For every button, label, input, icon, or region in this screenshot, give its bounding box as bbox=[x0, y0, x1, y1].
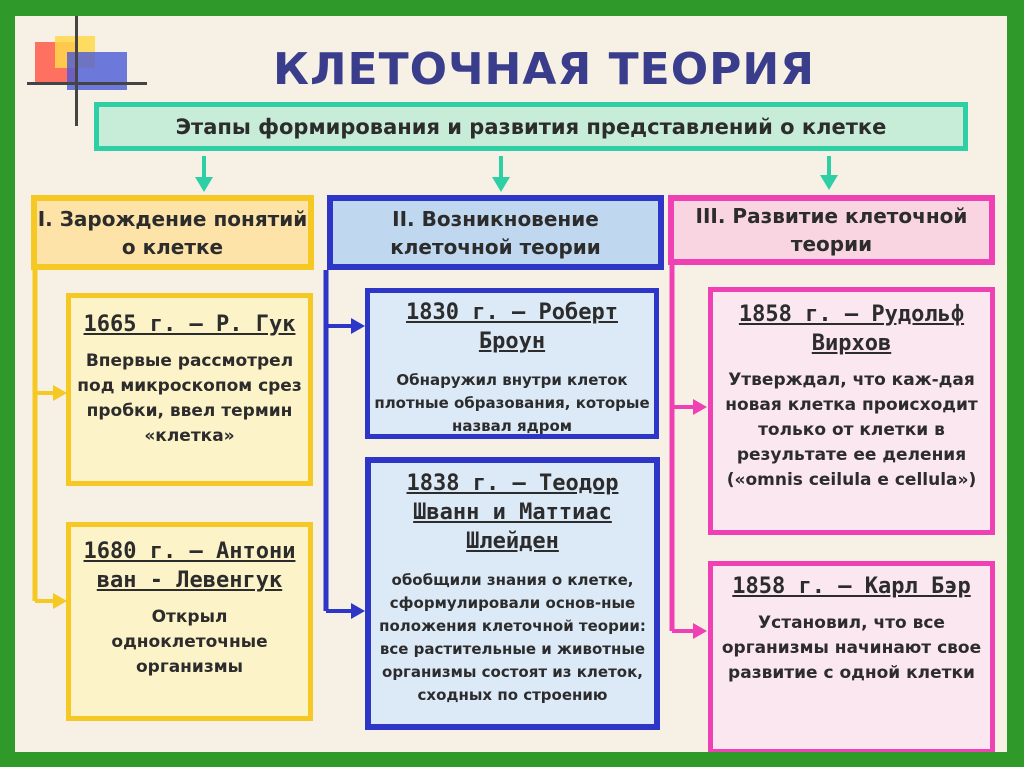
stage3-connector bbox=[672, 265, 707, 639]
card-leeuwenhoek bbox=[66, 522, 313, 721]
card-virchow bbox=[708, 287, 995, 535]
stage-3-box: III. Развитие клеточной теории bbox=[668, 195, 995, 265]
stage-1-box: I. Зарождение понятий о клетке bbox=[31, 195, 314, 270]
stage2-connector bbox=[326, 270, 365, 619]
card-hooke bbox=[66, 293, 313, 486]
header-arrows bbox=[195, 156, 838, 192]
card-title: 1838 г. – Теодор Шванн и Маттиас Шлейден bbox=[406, 471, 619, 554]
stage1-connector bbox=[35, 270, 67, 609]
slide bbox=[15, 16, 1007, 752]
card-title: 1830 г. – Роберт Броун bbox=[406, 300, 618, 354]
card-brown bbox=[365, 288, 659, 439]
card-text: обобщили знания о клетке, сформулировали основ-ные положения клеточной теории: все растительные и животные организмы состоят из клеток, сходных по строению bbox=[379, 571, 646, 704]
slide-title: КЛЕТОЧНАЯ ТЕОРИЯ bbox=[273, 44, 816, 95]
card-text: Утверждал, что каж-дая новая клетка происходит только от клетки в результате ее деления («omnis ceilula e cellula») bbox=[725, 370, 978, 490]
card-text: Установил, что все организмы начинают свое развитие с одной клетки bbox=[721, 613, 982, 683]
card-text: Обнаружил внутри клеток плотные образования, которые назвал ядром bbox=[374, 371, 650, 435]
card-title: 1680 г. – Антони ван - Левенгук bbox=[83, 539, 296, 593]
card-text: Открыл одноклеточные организмы bbox=[111, 607, 268, 677]
card-title: 1665 г. – Р. Гук bbox=[83, 312, 296, 337]
card-baer bbox=[708, 561, 995, 752]
stage-2-box: II. Возникновение клеточной теории bbox=[327, 195, 664, 270]
card-title: 1858 г. – Карл Бэр bbox=[732, 574, 971, 599]
header-box: Этапы формирования и развития представлений о клетке bbox=[94, 102, 968, 151]
card-schwann-schleiden bbox=[365, 457, 660, 730]
card-text: Впервые рассмотрел под микроскопом срез пробки, ввел термин «клетка» bbox=[77, 351, 302, 446]
card-title: 1858 г. – Рудольф Вирхов bbox=[738, 302, 965, 356]
